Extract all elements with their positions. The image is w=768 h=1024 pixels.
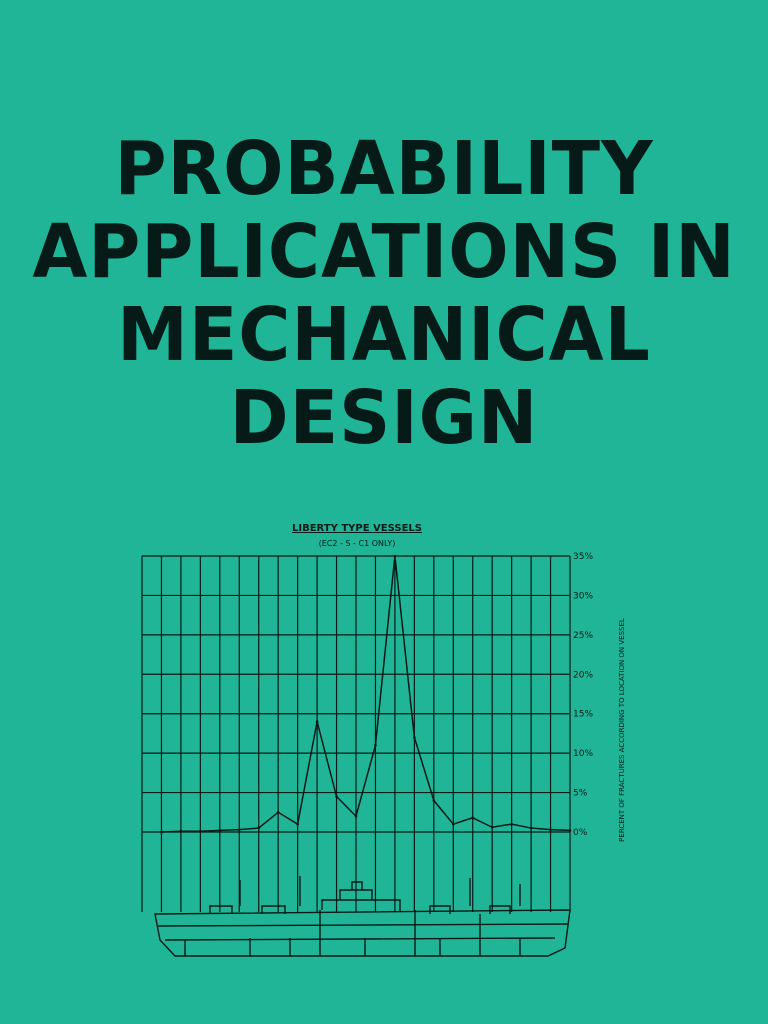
data-point bbox=[355, 815, 358, 818]
data-point bbox=[549, 828, 552, 831]
y-tick-label: 15% bbox=[573, 709, 594, 720]
data-point bbox=[471, 817, 474, 820]
data-point bbox=[394, 555, 397, 558]
y-tick-label: 30% bbox=[573, 591, 594, 602]
data-point bbox=[374, 744, 377, 747]
data-point bbox=[199, 830, 202, 833]
y-tick-labels bbox=[573, 552, 593, 838]
data-point bbox=[413, 736, 416, 739]
data-point bbox=[160, 831, 163, 834]
title-line: APPLICATIONS IN bbox=[32, 209, 736, 295]
y-tick-label: 20% bbox=[573, 670, 594, 681]
title-line: DESIGN bbox=[229, 375, 539, 461]
y-tick-label: 10% bbox=[573, 749, 594, 760]
data-point bbox=[452, 823, 455, 826]
data-point bbox=[569, 829, 572, 832]
data-point bbox=[180, 830, 183, 833]
chart-subtitle: (EC2 - S - C1 ONLY) bbox=[318, 539, 396, 548]
data-point bbox=[238, 828, 241, 831]
chart-title: LIBERTY TYPE VESSELS bbox=[292, 523, 422, 534]
chart-series bbox=[160, 555, 571, 834]
title-line: PROBABILITY bbox=[114, 126, 654, 212]
y-axis-label: PERCENT OF FRACTURES ACCORDING TO LOCATION ON VESSEL bbox=[618, 618, 626, 842]
ship-profile bbox=[155, 876, 570, 956]
y-tick-label: 0% bbox=[573, 828, 588, 838]
y-tick-label: 25% bbox=[573, 630, 594, 641]
chart-grid bbox=[142, 556, 570, 912]
y-tick-label: 5% bbox=[573, 788, 588, 799]
data-point bbox=[335, 795, 338, 798]
data-point bbox=[257, 827, 260, 830]
title-line: MECHANICAL bbox=[117, 292, 651, 378]
data-point bbox=[530, 827, 533, 830]
data-point bbox=[316, 720, 319, 723]
data-point bbox=[296, 823, 299, 826]
data-point bbox=[219, 829, 222, 832]
data-point bbox=[277, 811, 280, 814]
fracture-series-line bbox=[161, 556, 570, 832]
data-point bbox=[510, 823, 513, 826]
data-point bbox=[491, 826, 494, 829]
data-point bbox=[433, 799, 436, 802]
y-tick-label: 35% bbox=[573, 552, 594, 562]
